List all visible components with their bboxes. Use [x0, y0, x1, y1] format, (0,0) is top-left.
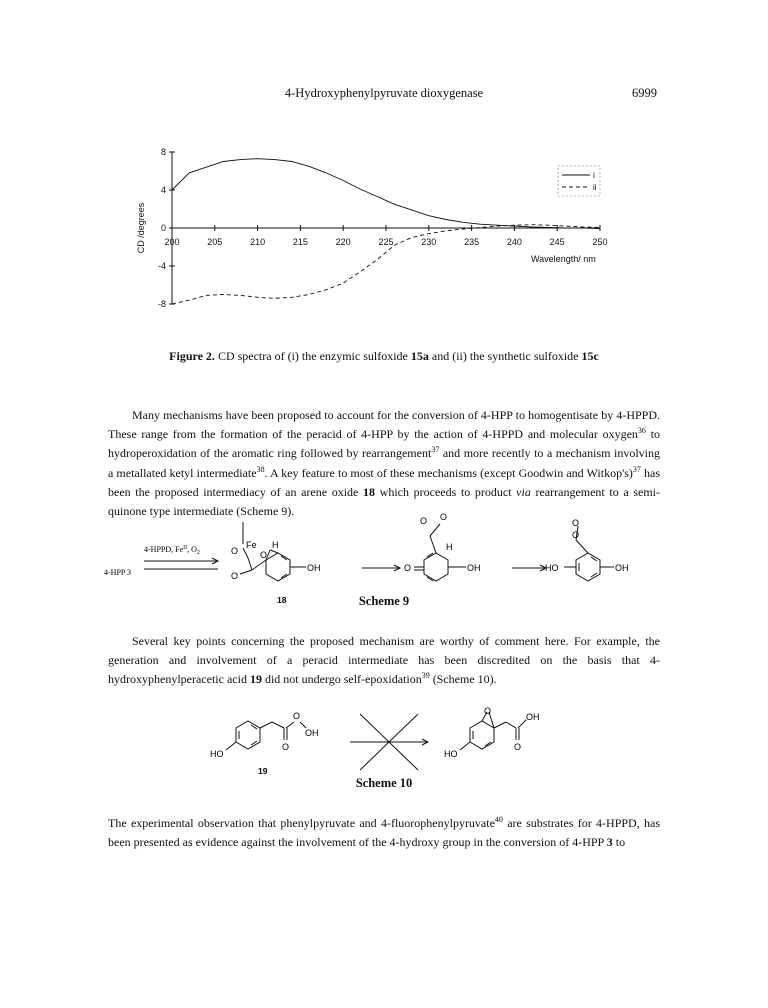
svg-text:HO: HO: [210, 749, 224, 759]
scheme-10-blocked-arrow: [350, 714, 428, 770]
scheme-9-structures: [100, 508, 660, 608]
svg-text:O: O: [282, 742, 290, 752]
paragraph-mechanisms: Many mechanisms have been proposed to account for the conversion of 4-HPP to homogentisate by 4-HPPD. These range from the formation of the peracid of 4-HPP by the action of 4-HPPD and molecular oxygen$^{36}$ to hydroperoxidation of the aromatic ring followed by rearrangement$^{37}$ and more recently to a mechanism involving a metallated ketyl intermediate$^{38}$. A key feature to most of these mechanisms (except Goodwin and Witkop's)$^{37}$ has been the proposed intermediacy of an arene oxide 18 which proceeds to product via rearrangement to a semi-quinone type intermediate (Scheme 9).: [108, 408, 661, 519]
svg-text:O: O: [440, 512, 448, 522]
y-tick-label: 0: [160, 223, 166, 233]
svg-text:O: O: [231, 571, 239, 581]
page-number: 6999: [632, 86, 657, 100]
svg-text:HO: HO: [444, 749, 458, 759]
legend-label-i: i: [593, 171, 595, 180]
x-tick-label: 230: [421, 237, 437, 247]
svg-text:OH: OH: [526, 712, 540, 722]
svg-text:OH: OH: [307, 563, 321, 573]
x-tick-label: 200: [164, 237, 180, 247]
svg-text:O: O: [260, 550, 268, 560]
legend-label-ii: ii: [593, 183, 597, 192]
x-axis-label: Wavelength/ nm: [531, 254, 596, 264]
scheme-10-structures: [200, 706, 560, 786]
x-tick-label: 215: [292, 237, 308, 247]
scheme-9-reactant: 4-HPP 3: [104, 568, 132, 577]
x-tick-label: 220: [335, 237, 351, 247]
x-tick-label: 245: [549, 237, 565, 247]
structure-cyclohexadienone: [414, 524, 466, 581]
x-tick-label: 210: [250, 237, 266, 247]
scheme-9-reagents: 4-HPPD, $Fe^{II}$, $O_2$: [144, 545, 200, 556]
svg-text:O: O: [420, 516, 428, 526]
svg-text:O: O: [572, 530, 580, 540]
x-tick-label: 205: [207, 237, 223, 247]
svg-text:O: O: [572, 518, 580, 528]
paragraph-peracid: Several key points concerning the proposed mechanism are worthy of comment here. For example, the generation and involvement of a peracid intermediate has been discredited on the basis that 4-hydroxyphenylperacetic acid 19 did not undergo self-epoxidation$^{39}$ (Scheme 10).: [108, 634, 660, 687]
x-tick-label: 250: [592, 237, 608, 247]
svg-text:O: O: [514, 742, 522, 752]
scheme-9-label: Scheme 9: [358, 594, 410, 608]
x-tick-label: 225: [378, 237, 394, 247]
svg-text:Fe: Fe: [246, 540, 257, 550]
running-title: 4-Hydroxyphenylpyruvate dioxygenase: [284, 86, 484, 100]
compound-19-label: 19: [258, 766, 268, 776]
figure-label: Figure 2.: [169, 349, 215, 363]
svg-text:OH: OH: [305, 728, 319, 738]
x-tick-label: 235: [464, 237, 480, 247]
svg-text:O: O: [231, 546, 239, 556]
svg-text:O: O: [293, 711, 301, 721]
scheme-9-arrows: [144, 558, 546, 571]
y-tick-label: 4: [160, 185, 166, 195]
structure-compound-19: [226, 721, 306, 750]
y-tick-label: -8: [157, 299, 166, 309]
series-line-i: [172, 159, 600, 229]
svg-text:H: H: [446, 542, 453, 552]
cd-spectra-chart: [120, 140, 620, 330]
paragraph-substrates: The experimental observation that phenylpyruvate and 4-fluorophenylpyruvate$^{40}$ are substrates for 4-HPPD, has been presented as evidence against the involvement of the 4-hydroxy group in the conversion of 4-HPP 3 to: [108, 815, 660, 850]
svg-text:O: O: [404, 563, 412, 573]
svg-text:HO: HO: [545, 563, 559, 573]
svg-text:H: H: [272, 540, 279, 550]
x-tick-label: 240: [506, 237, 522, 247]
figure-caption: Figure 2. CD spectra of (i) the enzymic sulfoxide 15a and (ii) the synthetic sulfoxide 15c: [169, 349, 599, 363]
svg-text:OH: OH: [615, 563, 629, 573]
svg-text:OH: OH: [467, 563, 481, 573]
y-tick-label: 8: [160, 147, 166, 157]
svg-text:O: O: [484, 706, 492, 716]
structure-iron-intermediate: [240, 522, 306, 581]
y-tick-label: -4: [157, 261, 166, 271]
y-axis-label: CD /degrees: [136, 202, 146, 254]
scheme-10-label: Scheme 10: [355, 776, 413, 790]
compound-18-label: 18: [277, 595, 287, 605]
